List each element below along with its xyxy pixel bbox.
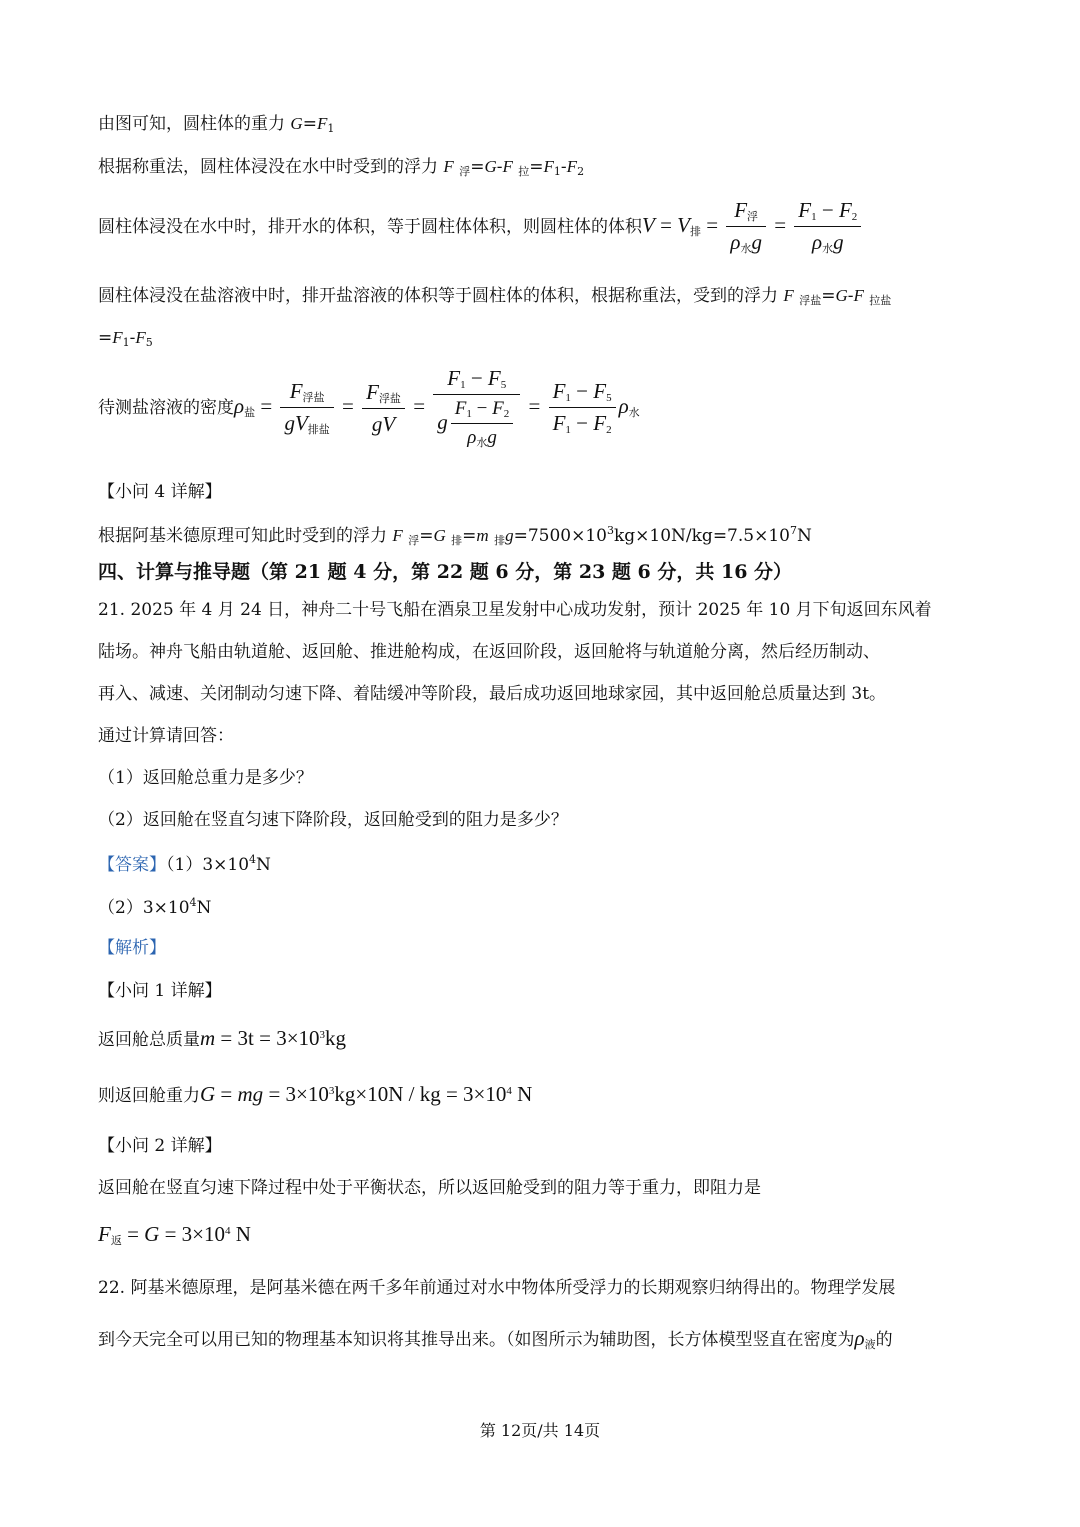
- line-end: 的: [875, 1330, 893, 1350]
- page-footer: 第 12页/共 14页: [479, 1421, 601, 1440]
- q21-line-2: 陆场。神舟飞船由轨道舱、返回舱、推进舱构成，在返回阶段，返回舱将与轨道舱分离，然后经历制动、: [98, 642, 880, 662]
- text-line-3: [98, 198, 864, 256]
- analysis-label: 【解析】: [98, 938, 166, 958]
- sub-question-1-label: 【小问 1 详解】: [98, 981, 222, 1001]
- q21-line-1: 21. 2025 年 4 月 24 日，神舟二十号飞船在酒泉卫星发射中心成功发射，预计 2025 年 10 月下旬返回东风着: [98, 600, 932, 620]
- text-line-2: 根据称重法，圆柱体浸没在水中时受到的浮力 F $_浮$=G-F $_拉=F_1-F_2$: [98, 157, 585, 178]
- gravity-line: 则返回舱重力G = mg = $3\times 10^3kg\times 10N$ / kg = $3\times 10^4$ N: [98, 1082, 533, 1106]
- volume-formula: $V = V_排$ = $\frac{F_浮}{\rho_水g}$ = $\frac{F_1 - F_2}{\rho_水g}$: [642, 213, 864, 237]
- text-line-4: 圆柱体浸没在盐溶液中时，排开盐溶液的体积等于圆柱体的体积，根据称重法，受到的浮力 F $_{浮盐}$=G-F $_{拉盐}$: [98, 286, 892, 307]
- q21-sub-2: （2）返回舱在竖直匀速下降阶段，返回舱受到的阻力是多少？: [98, 810, 568, 830]
- q21-line-3: 再入、减速、关闭制动匀速下降、着陆缓冲等阶段，最后成功返回地球家园，其中返回舱总质量达到 3t。: [98, 684, 887, 704]
- line-text: 根据称重法，圆柱体浸没在水中时受到的浮力: [98, 157, 444, 177]
- line-text: 圆柱体浸没在水中时，排开水的体积，等于圆柱体体积，则圆柱体的体积: [98, 217, 642, 237]
- q22-line-1: 22. 阿基米德原理，是阿基米德在两千多年前通过对水中物体所受浮力的长期观察归纳得出的。物理学发展: [98, 1278, 896, 1298]
- answer-label: 【答案】: [98, 855, 166, 875]
- text-line-8: 根据阿基米德原理可知此时受到的浮力 F $_浮$=G $_排$=m $_排g=7500\times 10^3kg\times 10N/kg=7.5\times 10^7N$: [98, 524, 812, 547]
- text-line-6: [98, 366, 640, 451]
- sub-question-2-label: 【小问 2 详解】: [98, 1136, 222, 1156]
- answer-1: （1）3×10: [166, 855, 250, 875]
- line-text: 返回舱总质量: [98, 1030, 200, 1050]
- line-text: 则返回舱重力: [98, 1086, 200, 1106]
- text-line-1: 由图可知，圆柱体的重力 $G=F_1$: [98, 114, 335, 135]
- answer-line-2: $(2)3\times 10^4N$: [98, 896, 212, 918]
- text-line-5: $=F_1-F_5$: [98, 328, 153, 349]
- line-text: 由图可知，圆柱体的重力: [98, 114, 291, 134]
- q22-line-2: 到今天完全可以用已知的物理基本知识将其推导出来。（如图所示为辅助图，长方体模型竖直在密度为$\rho_液$的: [98, 1326, 893, 1351]
- answer-2: （2）3×10: [98, 898, 190, 918]
- resistance-formula: $F_返 = G = 3\times 10^4$ N: [98, 1222, 251, 1247]
- answer-line-1: 【答案】$(1)3\times 10^4N$: [98, 853, 271, 875]
- line-text: 到今天完全可以用已知的物理基本知识将其推导出来。（如图所示为辅助图，长方体模型竖直在密度为: [98, 1330, 855, 1350]
- mass-line: 返回舱总质量$m = 3t = 3\times 10^3kg$: [98, 1026, 347, 1050]
- sub-question-4-label: 【小问 4 详解】: [98, 482, 222, 502]
- density-formula: $\rho_盐$ = $\frac{F_{浮盐}}{gV_{排盐}}$ = $\frac{F_{浮盐}}{gV}$ = $F_1 - F_5$ g $\frac{F_1 - F_2}{\rho_水g}$ = $\frac{F_1 - F_5}{F_1 - F_2}$ $\rho_水$: [234, 366, 640, 450]
- q21-line-4: 通过计算请回答：: [98, 726, 234, 746]
- section-heading: 四、计算与推导题（第 21 题 4 分，第 22 题 6 分，第 23 题 6 分，共 16 分）: [98, 561, 793, 583]
- line-text: 待测盐溶液的密度: [98, 398, 234, 419]
- line-text: 圆柱体浸没在盐溶液中时，排开盐溶液的体积等于圆柱体的体积，根据称重法，受到的浮力: [98, 286, 784, 306]
- q21-sub-1: （1）返回舱总重力是多少？: [98, 768, 313, 788]
- line-text: 根据阿基米德原理可知此时受到的浮力: [98, 526, 393, 546]
- sub2-text: 返回舱在竖直匀速下降过程中处于平衡状态，所以返回舱受到的阻力等于重力，即阻力是: [98, 1178, 761, 1198]
